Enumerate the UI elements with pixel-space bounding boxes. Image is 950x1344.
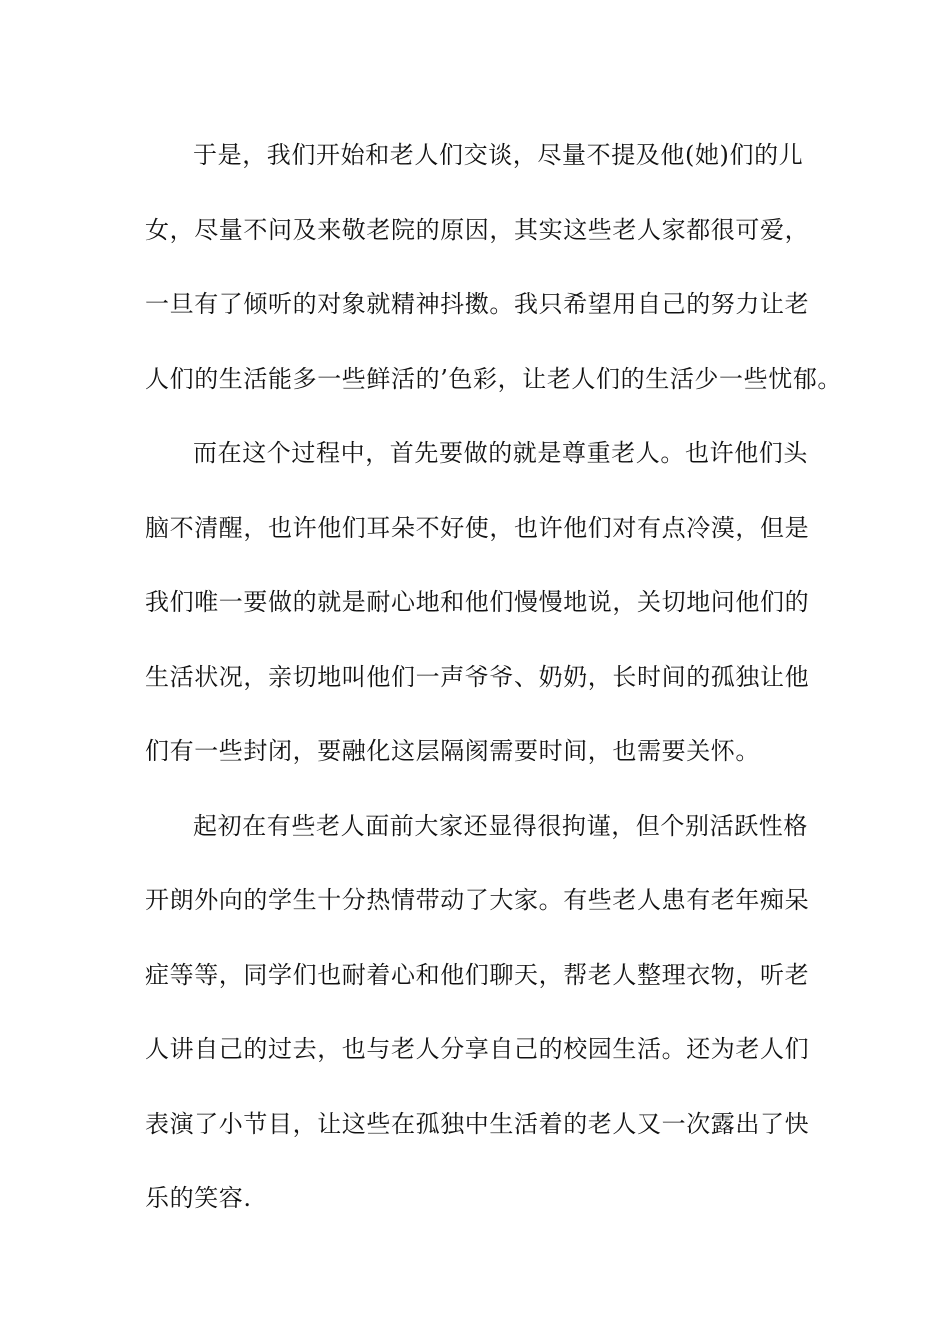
paragraph-3-line-1: 起初在有些老人面前大家还显得很拘谨，但个别活跃性格	[193, 811, 808, 840]
paragraph-2-line-2: 脑不清醒，也许他们耳朵不好使，也许他们对有点冷漠，但是	[145, 513, 810, 542]
paragraph-3-line-6: 乐的笑容.	[145, 1184, 252, 1212]
paragraph-3-line-4: 人讲自己的过去，也与老人分享自己的校园生活。还为老人们	[145, 1035, 810, 1063]
paragraph-1-line-3: 一旦有了倾听的对象就精神抖擞。我只希望用自己的努力让老	[145, 290, 810, 318]
paragraph-2-line-5: 们有一些封闭，要融化这层隔阂需要时间，也需要关怀。	[145, 737, 760, 765]
paragraph-3-line-2: 开朗外向的学生十分热情带动了大家。有些老人患有老年痴呆	[145, 886, 810, 914]
paragraph-2-line-4: 生活状况，亲切地叫他们一声爷爷、奶奶，长时间的孤独让他	[145, 662, 810, 691]
paragraph-2-line-1: 而在这个过程中，首先要做的就是尊重老人。也许他们头	[193, 439, 808, 467]
paragraph-1-line-1: 于是，我们开始和老人们交谈，尽量不提及他(她)们的儿	[193, 141, 804, 169]
paragraph-1-line-4: 人们的生活能多一些鲜活的’色彩，让老人们的生活少一些忧郁。	[145, 364, 843, 393]
body-text	[145, 128, 843, 1246]
paragraph-3-line-3: 症等等，同学们也耐着心和他们聊天，帮老人整理衣物，听老	[145, 960, 810, 989]
paragraph-1-line-2: 女，尽量不问及来敬老院的原因，其实这些老人家都很可爱，	[145, 215, 810, 244]
paragraph-2-line-3: 我们唯一要做的就是耐心地和他们慢慢地说，关切地问他们的	[145, 588, 810, 616]
paragraph-3-line-5: 表演了小节目，让这些在孤独中生活着的老人又一次露出了快	[145, 1109, 810, 1138]
